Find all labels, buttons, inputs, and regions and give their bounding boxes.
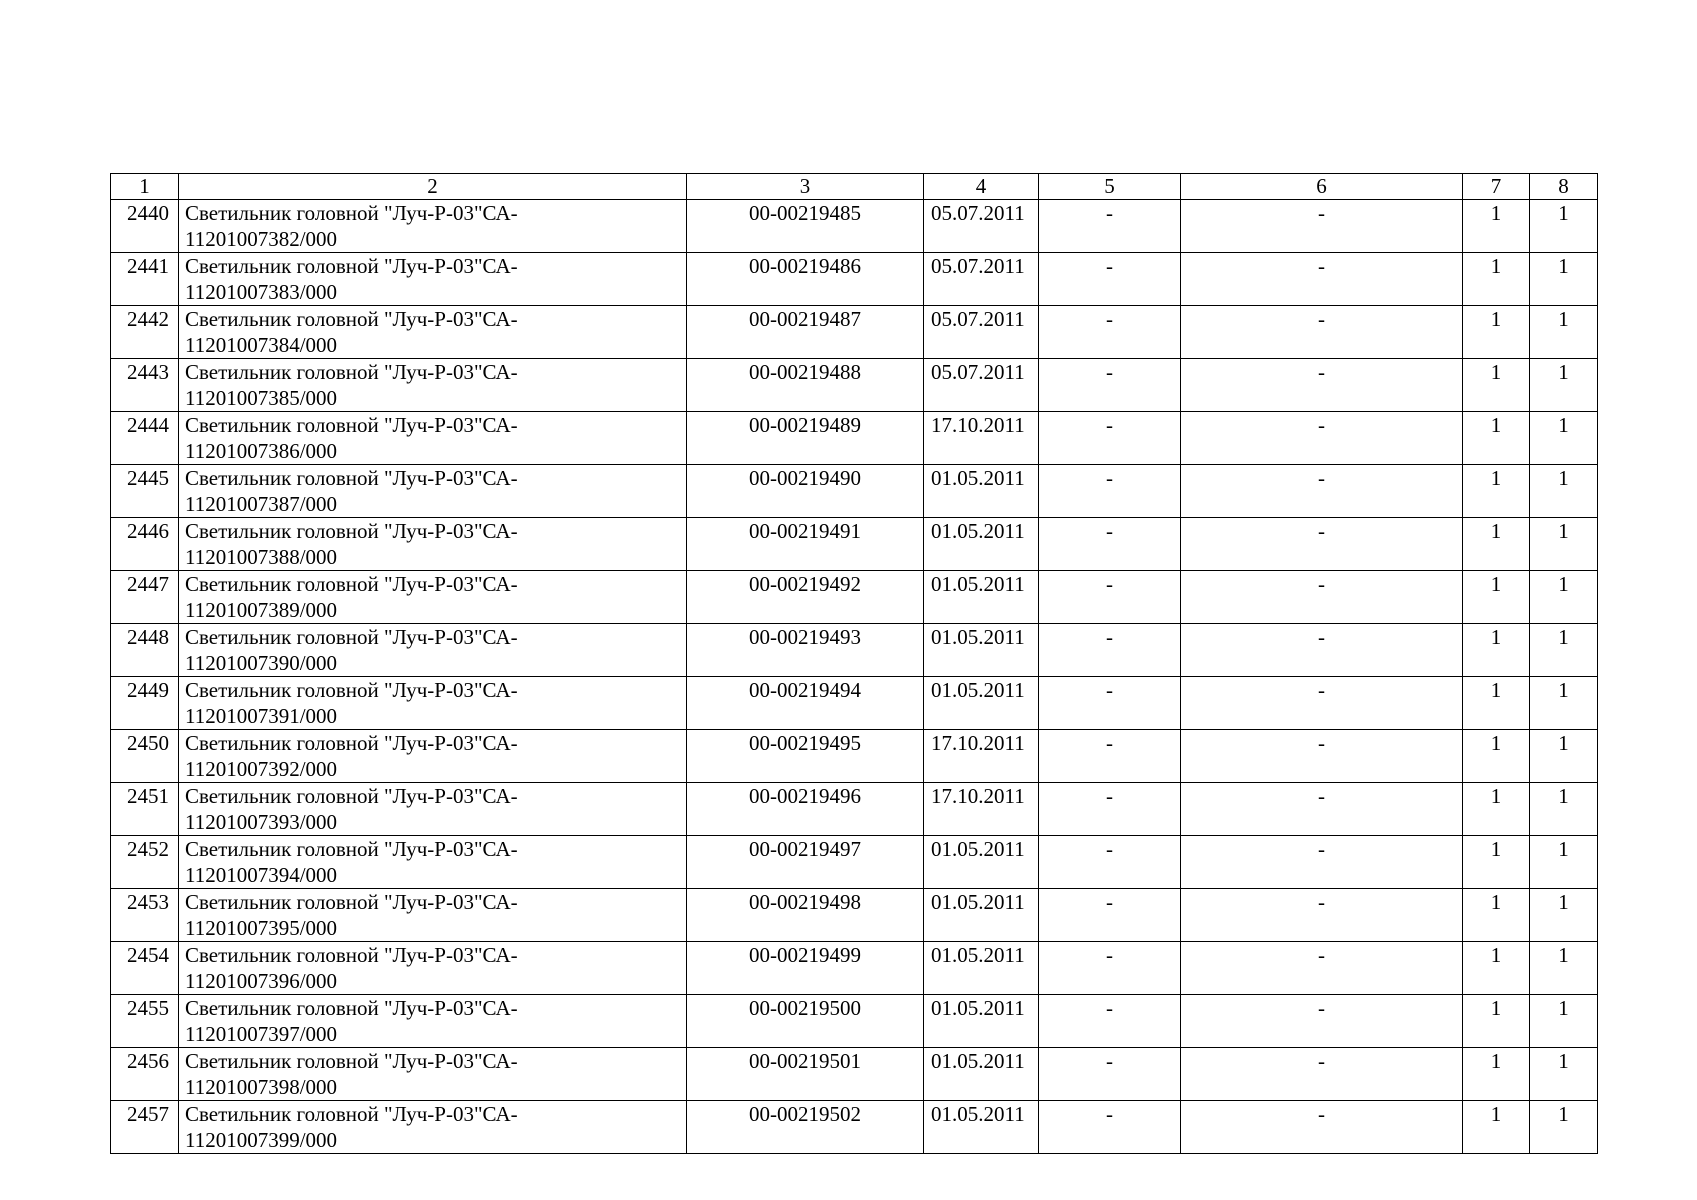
date-cell: 01.05.2011 xyxy=(924,677,1039,730)
item-name-line-2: 11201007385/000 xyxy=(185,386,338,410)
item-name-line-1: Светильник головной "Луч-Р-03"СА- xyxy=(185,1049,518,1073)
inventory-code: 00-00219494 xyxy=(687,677,924,730)
date-cell: 01.05.2011 xyxy=(924,571,1039,624)
item-name-line-1: Светильник головной "Луч-Р-03"СА- xyxy=(185,996,518,1020)
item-name-line-1: Светильник головной "Луч-Р-03"СА- xyxy=(185,413,518,437)
col6-cell: - xyxy=(1181,465,1463,518)
item-name-cell xyxy=(179,518,687,571)
col8-cell: 1 xyxy=(1530,836,1598,889)
col7-cell: 1 xyxy=(1463,200,1530,253)
item-name-line-1: Светильник головной "Луч-Р-03"СА- xyxy=(185,466,518,490)
col8-cell: 1 xyxy=(1530,359,1598,412)
table-row xyxy=(111,624,1598,677)
table-row xyxy=(111,836,1598,889)
table-row xyxy=(111,1048,1598,1101)
date-cell: 17.10.2011 xyxy=(924,412,1039,465)
inventory-code: 00-00219495 xyxy=(687,730,924,783)
inventory-code: 00-00219485 xyxy=(687,200,924,253)
row-number: 2452 xyxy=(111,836,179,889)
date-cell: 01.05.2011 xyxy=(924,624,1039,677)
col8-cell: 1 xyxy=(1530,624,1598,677)
col7-cell: 1 xyxy=(1463,942,1530,995)
item-name-line-2: 11201007396/000 xyxy=(185,969,338,993)
item-name-line-2: 11201007392/000 xyxy=(185,757,338,781)
item-name-line-2: 11201007386/000 xyxy=(185,439,338,463)
item-name-cell xyxy=(179,359,687,412)
table-body xyxy=(111,200,1598,1154)
item-name-line-2: 11201007382/000 xyxy=(185,227,338,251)
item-name-line-1: Светильник головной "Луч-Р-03"СА- xyxy=(185,360,518,384)
col6-cell: - xyxy=(1181,836,1463,889)
column-header: 5 xyxy=(1039,174,1181,200)
col5-cell: - xyxy=(1039,465,1181,518)
col6-cell: - xyxy=(1181,995,1463,1048)
col5-cell: - xyxy=(1039,571,1181,624)
col8-cell: 1 xyxy=(1530,253,1598,306)
inventory-code: 00-00219498 xyxy=(687,889,924,942)
item-name-cell xyxy=(179,1048,687,1101)
col5-cell: - xyxy=(1039,942,1181,995)
col5-cell: - xyxy=(1039,1101,1181,1154)
item-name-line-2: 11201007395/000 xyxy=(185,916,338,940)
row-number: 2448 xyxy=(111,624,179,677)
date-cell: 01.05.2011 xyxy=(924,518,1039,571)
col5-cell: - xyxy=(1039,359,1181,412)
inventory-code: 00-00219490 xyxy=(687,465,924,518)
date-cell: 01.05.2011 xyxy=(924,889,1039,942)
col7-cell: 1 xyxy=(1463,783,1530,836)
column-header: 2 xyxy=(179,174,687,200)
col7-cell: 1 xyxy=(1463,1101,1530,1154)
col5-cell: - xyxy=(1039,677,1181,730)
item-name-line-1: Светильник головной "Луч-Р-03"СА- xyxy=(185,943,518,967)
item-name-line-1: Светильник головной "Луч-Р-03"СА- xyxy=(185,572,518,596)
col7-cell: 1 xyxy=(1463,677,1530,730)
item-name-cell xyxy=(179,836,687,889)
row-number: 2443 xyxy=(111,359,179,412)
item-name-line-1: Светильник головной "Луч-Р-03"СА- xyxy=(185,678,518,702)
item-name-line-2: 11201007399/000 xyxy=(185,1128,338,1152)
date-cell: 01.05.2011 xyxy=(924,836,1039,889)
item-name-line-2: 11201007388/000 xyxy=(185,545,338,569)
item-name-cell xyxy=(179,942,687,995)
col6-cell: - xyxy=(1181,571,1463,624)
item-name-cell xyxy=(179,889,687,942)
col6-cell: - xyxy=(1181,253,1463,306)
row-number: 2451 xyxy=(111,783,179,836)
row-number: 2450 xyxy=(111,730,179,783)
item-name-line-2: 11201007390/000 xyxy=(185,651,338,675)
col6-cell: - xyxy=(1181,518,1463,571)
row-number: 2456 xyxy=(111,1048,179,1101)
date-cell: 01.05.2011 xyxy=(924,942,1039,995)
date-cell: 01.05.2011 xyxy=(924,1101,1039,1154)
col6-cell: - xyxy=(1181,1101,1463,1154)
col5-cell: - xyxy=(1039,518,1181,571)
date-cell: 05.07.2011 xyxy=(924,200,1039,253)
column-header: 6 xyxy=(1181,174,1463,200)
col7-cell: 1 xyxy=(1463,889,1530,942)
col8-cell: 1 xyxy=(1530,465,1598,518)
item-name-cell xyxy=(179,200,687,253)
inventory-code: 00-00219491 xyxy=(687,518,924,571)
inventory-code: 00-00219492 xyxy=(687,571,924,624)
col6-cell: - xyxy=(1181,306,1463,359)
item-name-line-2: 11201007387/000 xyxy=(185,492,338,516)
col8-cell: 1 xyxy=(1530,306,1598,359)
item-name-cell xyxy=(179,1101,687,1154)
col6-cell: - xyxy=(1181,200,1463,253)
column-header: 8 xyxy=(1530,174,1598,200)
col6-cell: - xyxy=(1181,730,1463,783)
col6-cell: - xyxy=(1181,1048,1463,1101)
item-name-cell xyxy=(179,624,687,677)
col8-cell: 1 xyxy=(1530,730,1598,783)
inventory-code: 00-00219487 xyxy=(687,306,924,359)
item-name-cell xyxy=(179,783,687,836)
date-cell: 17.10.2011 xyxy=(924,783,1039,836)
item-name-line-2: 11201007393/000 xyxy=(185,810,338,834)
row-number: 2445 xyxy=(111,465,179,518)
col7-cell: 1 xyxy=(1463,571,1530,624)
col5-cell: - xyxy=(1039,253,1181,306)
table-row xyxy=(111,677,1598,730)
item-name-cell xyxy=(179,677,687,730)
header-row xyxy=(111,174,1598,200)
item-name-line-2: 11201007383/000 xyxy=(185,280,338,304)
col8-cell: 1 xyxy=(1530,783,1598,836)
inventory-code: 00-00219493 xyxy=(687,624,924,677)
table-row xyxy=(111,783,1598,836)
col6-cell: - xyxy=(1181,677,1463,730)
col7-cell: 1 xyxy=(1463,836,1530,889)
col7-cell: 1 xyxy=(1463,1048,1530,1101)
table-row xyxy=(111,995,1598,1048)
inventory-code: 00-00219500 xyxy=(687,995,924,1048)
inventory-code: 00-00219497 xyxy=(687,836,924,889)
row-number: 2453 xyxy=(111,889,179,942)
item-name-cell xyxy=(179,306,687,359)
col5-cell: - xyxy=(1039,836,1181,889)
col7-cell: 1 xyxy=(1463,624,1530,677)
table-row xyxy=(111,306,1598,359)
col5-cell: - xyxy=(1039,1048,1181,1101)
row-number: 2442 xyxy=(111,306,179,359)
table-row xyxy=(111,942,1598,995)
col5-cell: - xyxy=(1039,200,1181,253)
col5-cell: - xyxy=(1039,730,1181,783)
item-name-line-2: 11201007384/000 xyxy=(185,333,338,357)
item-name-cell xyxy=(179,253,687,306)
row-number: 2449 xyxy=(111,677,179,730)
item-name-line-2: 11201007394/000 xyxy=(185,863,338,887)
col5-cell: - xyxy=(1039,624,1181,677)
col7-cell: 1 xyxy=(1463,253,1530,306)
inventory-code: 00-00219499 xyxy=(687,942,924,995)
table-row xyxy=(111,1101,1598,1154)
table-row xyxy=(111,200,1598,253)
col8-cell: 1 xyxy=(1530,942,1598,995)
col5-cell: - xyxy=(1039,995,1181,1048)
item-name-line-1: Светильник головной "Луч-Р-03"СА- xyxy=(185,837,518,861)
date-cell: 05.07.2011 xyxy=(924,306,1039,359)
col7-cell: 1 xyxy=(1463,518,1530,571)
table-row xyxy=(111,359,1598,412)
table-row xyxy=(111,730,1598,783)
col8-cell: 1 xyxy=(1530,995,1598,1048)
col8-cell: 1 xyxy=(1530,677,1598,730)
inventory-code: 00-00219486 xyxy=(687,253,924,306)
col8-cell: 1 xyxy=(1530,571,1598,624)
item-name-line-1: Светильник головной "Луч-Р-03"СА- xyxy=(185,625,518,649)
row-number: 2440 xyxy=(111,200,179,253)
col8-cell: 1 xyxy=(1530,412,1598,465)
column-header: 1 xyxy=(111,174,179,200)
col8-cell: 1 xyxy=(1530,1048,1598,1101)
col7-cell: 1 xyxy=(1463,359,1530,412)
date-cell: 01.05.2011 xyxy=(924,1048,1039,1101)
date-cell: 01.05.2011 xyxy=(924,465,1039,518)
item-name-cell xyxy=(179,412,687,465)
col6-cell: - xyxy=(1181,783,1463,836)
col6-cell: - xyxy=(1181,412,1463,465)
col6-cell: - xyxy=(1181,624,1463,677)
date-cell: 05.07.2011 xyxy=(924,253,1039,306)
item-name-cell xyxy=(179,465,687,518)
item-name-line-1: Светильник головной "Луч-Р-03"СА- xyxy=(185,1102,518,1126)
row-number: 2447 xyxy=(111,571,179,624)
table-row xyxy=(111,412,1598,465)
date-cell: 05.07.2011 xyxy=(924,359,1039,412)
item-name-line-1: Светильник головной "Луч-Р-03"СА- xyxy=(185,307,518,331)
table-row xyxy=(111,253,1598,306)
col8-cell: 1 xyxy=(1530,889,1598,942)
item-name-line-1: Светильник головной "Луч-Р-03"СА- xyxy=(185,201,518,225)
row-number: 2441 xyxy=(111,253,179,306)
date-cell: 17.10.2011 xyxy=(924,730,1039,783)
inventory-code: 00-00219501 xyxy=(687,1048,924,1101)
table-row xyxy=(111,465,1598,518)
row-number: 2444 xyxy=(111,412,179,465)
table-row xyxy=(111,518,1598,571)
table-row xyxy=(111,889,1598,942)
item-name-line-1: Светильник головной "Луч-Р-03"СА- xyxy=(185,731,518,755)
col7-cell: 1 xyxy=(1463,412,1530,465)
item-name-cell xyxy=(179,571,687,624)
row-number: 2455 xyxy=(111,995,179,1048)
col8-cell: 1 xyxy=(1530,518,1598,571)
inventory-table xyxy=(110,173,1598,1154)
item-name-line-2: 11201007389/000 xyxy=(185,598,338,622)
item-name-line-2: 11201007398/000 xyxy=(185,1075,338,1099)
inventory-code: 00-00219496 xyxy=(687,783,924,836)
col6-cell: - xyxy=(1181,889,1463,942)
item-name-line-2: 11201007391/000 xyxy=(185,704,338,728)
item-name-line-2: 11201007397/000 xyxy=(185,1022,338,1046)
row-number: 2454 xyxy=(111,942,179,995)
column-header: 3 xyxy=(687,174,924,200)
inventory-code: 00-00219489 xyxy=(687,412,924,465)
col5-cell: - xyxy=(1039,412,1181,465)
row-number: 2446 xyxy=(111,518,179,571)
item-name-cell xyxy=(179,730,687,783)
date-cell: 01.05.2011 xyxy=(924,995,1039,1048)
item-name-cell xyxy=(179,995,687,1048)
col5-cell: - xyxy=(1039,783,1181,836)
table-row xyxy=(111,571,1598,624)
inventory-code: 00-00219488 xyxy=(687,359,924,412)
col8-cell: 1 xyxy=(1530,200,1598,253)
item-name-line-1: Светильник головной "Луч-Р-03"СА- xyxy=(185,519,518,543)
col6-cell: - xyxy=(1181,942,1463,995)
col8-cell: 1 xyxy=(1530,1101,1598,1154)
col7-cell: 1 xyxy=(1463,306,1530,359)
col5-cell: - xyxy=(1039,306,1181,359)
item-name-line-1: Светильник головной "Луч-Р-03"СА- xyxy=(185,254,518,278)
column-header: 4 xyxy=(924,174,1039,200)
inventory-code: 00-00219502 xyxy=(687,1101,924,1154)
col7-cell: 1 xyxy=(1463,730,1530,783)
column-header: 7 xyxy=(1463,174,1530,200)
item-name-line-1: Светильник головной "Луч-Р-03"СА- xyxy=(185,784,518,808)
col6-cell: - xyxy=(1181,359,1463,412)
col5-cell: - xyxy=(1039,889,1181,942)
item-name-line-1: Светильник головной "Луч-Р-03"СА- xyxy=(185,890,518,914)
col7-cell: 1 xyxy=(1463,995,1530,1048)
col7-cell: 1 xyxy=(1463,465,1530,518)
row-number: 2457 xyxy=(111,1101,179,1154)
